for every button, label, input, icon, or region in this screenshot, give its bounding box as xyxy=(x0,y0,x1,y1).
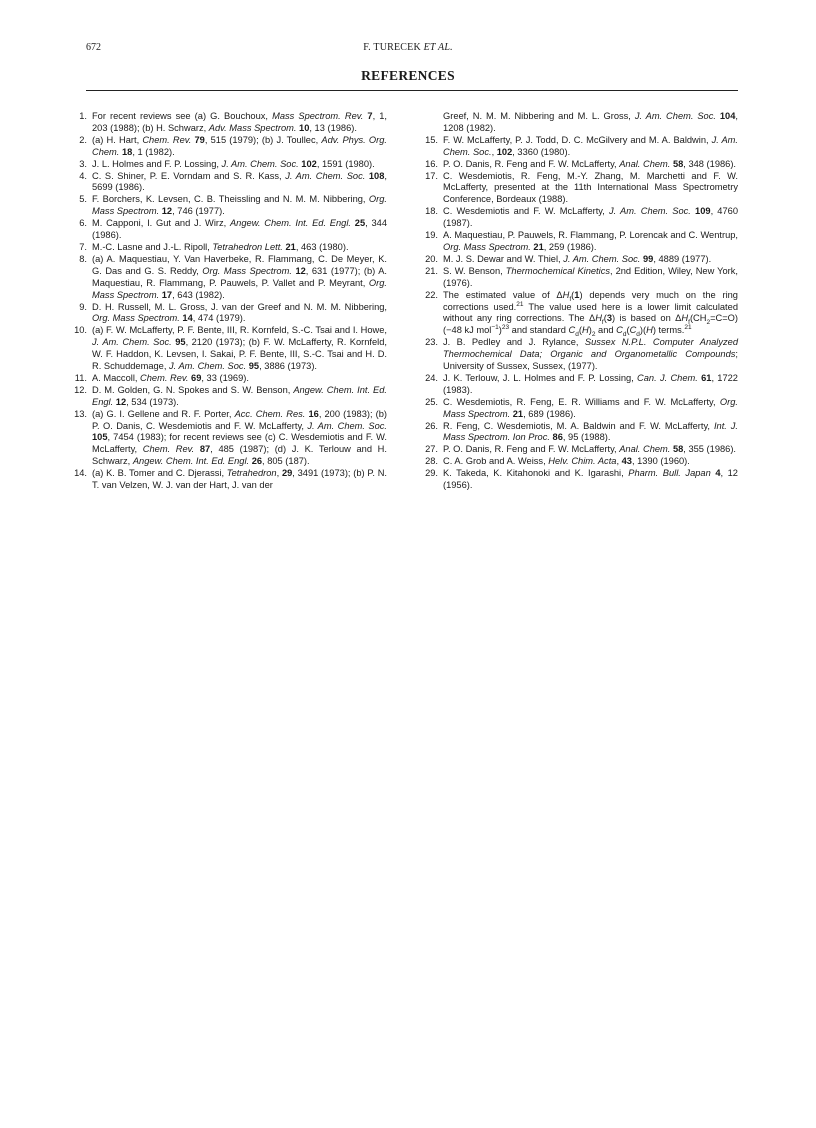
reference-text: J. K. Terlouw, J. L. Holmes and F. P. Lossing, Can. J. Chem. 61, 1722 (1983). xyxy=(443,372,738,395)
running-head xyxy=(0,42,816,53)
reference-number: 4. xyxy=(79,170,87,181)
reference-number: 8. xyxy=(79,253,87,264)
reference-item xyxy=(423,266,738,290)
reference-item xyxy=(423,373,738,397)
reference-item xyxy=(72,385,387,409)
reference-text: M. J. S. Dewar and W. Thiel, J. Am. Chem. Soc. 99, 4889 (1977). xyxy=(443,253,712,264)
reference-text: R. Feng, C. Wesdemiotis, M. A. Baldwin and F. W. McLafferty, Int. J. Mass Spectrom. Ion Proc. 86, 95 (1988). xyxy=(443,420,739,443)
reference-text: J. L. Holmes and F. P. Lossing, J. Am. Chem. Soc. 102, 1591 (1980). xyxy=(92,158,375,169)
reference-item xyxy=(72,254,387,302)
reference-number: 3. xyxy=(79,158,87,169)
reference-number: 5. xyxy=(79,194,87,205)
reference-item xyxy=(423,456,738,468)
reference-item xyxy=(72,135,387,159)
reference-item xyxy=(72,409,387,469)
reference-text: J. B. Pedley and J. Rylance, Sussex N.P.L. Computer Analyzed Thermochemical Data; Organic and Organometallic Compounds; University of Sussex, Sussex, (1977). xyxy=(443,337,738,372)
reference-number: 7. xyxy=(79,241,87,252)
reference-item xyxy=(423,397,738,421)
reference-item xyxy=(72,111,387,135)
reference-number: 2. xyxy=(79,134,87,145)
reference-item xyxy=(423,254,738,266)
reference-text: (a) F. W. McLafferty, P. F. Bente, III, R. Kornfeld, S.-C. Tsai and I. Howe, J. Am. Chem. Soc. 95, 2120 (1973); (b) F. W. McLafferty, R. Kornfeld, W. F. Haddon, K. Levsen, I. Sakai, P. F. Bente, III, S.-C. Tsai and H. D. R. Schuddemage, J. Am. Chem. Soc. 95, 3886 (1973). xyxy=(92,325,387,372)
reference-number: 14. xyxy=(74,468,87,479)
reference-number: 20. xyxy=(425,253,438,264)
reference-number: 11. xyxy=(74,372,87,383)
reference-number: 17. xyxy=(425,170,438,181)
running-head-authors: F. TURECEK xyxy=(363,42,421,53)
reference-item xyxy=(72,218,387,242)
reference-text: D. M. Golden, G. N. Spokes and S. W. Benson, Angew. Chem. Int. Ed. Engl. 12, 534 (1973). xyxy=(92,384,387,407)
reference-item xyxy=(72,302,387,326)
reference-number: 26. xyxy=(425,420,438,431)
reference-item xyxy=(423,111,738,135)
reference-text: C. Wesdemiotis, R. Feng, E. R. Williams and F. W. McLafferty, Org. Mass Spectrom. 21, 689 (1986). xyxy=(443,396,738,419)
reference-number: 25. xyxy=(425,396,438,407)
reference-number: 9. xyxy=(79,301,87,312)
section-title: REFERENCES xyxy=(361,68,455,83)
reference-number: 23. xyxy=(425,337,438,348)
reference-text: K. Takeda, K. Kitahonoki and K. Igarashi, Pharm. Bull. Japan 4, 12 (1956). xyxy=(443,468,738,491)
reference-text: The estimated value of $\Delta H_f(1)$ depends very much on the ring corrections used.$^{21}$ The value used here is a lower limit calculated without any ring corrections. The $\Delta H_f(3)$ is based on $\Delta H_f(CH_2=C=O)$ (−48 kJ mol$^{-1}$)$^{23}$ and standard $C_d(H)_2$ and $C_d(C_d)(H)$ terms.$^{21}$ xyxy=(443,289,738,339)
reference-text: Greef, N. M. M. Nibbering and M. L. Gross, J. Am. Chem. Soc. 104, 1208 (1982). xyxy=(443,111,738,133)
reference-item xyxy=(72,242,387,254)
reference-number: 28. xyxy=(425,456,438,467)
reference-item xyxy=(423,421,738,445)
reference-number: 13. xyxy=(74,408,87,419)
reference-number: 24. xyxy=(425,372,438,383)
reference-number: 19. xyxy=(425,230,438,241)
reference-number: 29. xyxy=(425,468,438,479)
reference-text: S. W. Benson, Thermochemical Kinetics, 2nd Edition, Wiley, New York, (1976). xyxy=(443,265,738,288)
reference-text: F. W. McLafferty, P. J. Todd, D. C. McGilvery and M. A. Baldwin, J. Am. Chem. Soc., 102, 3360 (1980). xyxy=(443,134,738,157)
references-column-right xyxy=(423,111,738,492)
reference-item xyxy=(423,468,738,492)
reference-number: 10. xyxy=(74,325,87,336)
reference-number: 18. xyxy=(425,206,438,217)
reference-item xyxy=(72,325,387,373)
reference-text: (a) H. Hart, Chem. Rev. 79, 515 (1979); (b) J. Toullec, Adv. Phys. Org. Chem. 18, 1 (1982). xyxy=(92,134,387,157)
reference-text: D. H. Russell, M. L. Gross, J. van der Greef and N. M. M. Nibbering, Org. Mass Spectrom. 14, 474 (1979). xyxy=(92,301,387,324)
reference-text: A. Maquestiau, P. Pauwels, R. Flammang, P. Lorencak and C. Wentrup, Org. Mass Spectrom. 21, 259 (1986). xyxy=(443,230,738,252)
reference-item xyxy=(72,373,387,385)
reference-text: M. Capponi, I. Gut and J. Wirz, Angew. Chem. Int. Ed. Engl. 25, 344 (1986). xyxy=(92,218,387,241)
reference-item xyxy=(423,337,738,373)
reference-item xyxy=(423,230,738,254)
reference-number: 15. xyxy=(425,134,438,145)
reference-number: 1. xyxy=(79,111,87,121)
reference-text: C. S. Shiner, P. E. Vorndam and S. R. Kass, J. Am. Chem. Soc. 108, 5699 (1986). xyxy=(92,170,387,193)
reference-text: C. A. Grob and A. Weiss, Helv. Chim. Acta, 43, 1390 (1960). xyxy=(443,456,690,467)
title-rule xyxy=(86,90,738,91)
reference-item xyxy=(72,159,387,171)
reference-text: P. O. Danis, R. Feng and F. W. McLafferty, Anal. Chem. 58, 348 (1986). xyxy=(443,158,737,169)
reference-item xyxy=(72,171,387,195)
reference-number: 21. xyxy=(425,265,438,276)
reference-text: C. Wesdemiotis, R. Feng, M.-Y. Zhang, M. Marchetti and F. W. McLafferty, presented at the 11th International Mass Spectrometry Conference, Bordeaux (1988). xyxy=(443,170,738,205)
reference-number: 6. xyxy=(79,218,87,229)
reference-item xyxy=(423,206,738,230)
reference-item xyxy=(423,135,738,159)
page-number: 672 xyxy=(86,42,101,53)
reference-item xyxy=(423,444,738,456)
reference-item xyxy=(423,290,738,338)
running-head-et-al: ET AL. xyxy=(423,42,453,53)
reference-number: 12. xyxy=(74,384,87,395)
reference-text: (a) G. I. Gellene and R. F. Porter, Acc. Chem. Res. 16, 200 (1983); (b) P. O. Danis, C. Wesdemiotis and F. W. McLafferty, J. Am. Chem. Soc. 105, 7454 (1983); for recent reviews see (c) C. Wesdemiotis and F. W. McLafferty, Chem. Rev. 87, 485 (1987); (d) J. K. Terlouw and H. Schwarz, Angew. Chem. Int. Ed. Engl. 26, 805 (187). xyxy=(92,408,388,467)
reference-number: 16. xyxy=(425,158,438,169)
reference-text: F. Borchers, K. Levsen, C. B. Theissling and N. M. M. Nibbering, Org. Mass Spectrom. 12, 746 (1977). xyxy=(92,194,387,217)
reference-number: 22. xyxy=(425,289,438,300)
reference-text: P. O. Danis, R. Feng and F. W. McLafferty, Anal. Chem. 58, 355 (1986). xyxy=(443,444,737,455)
reference-item xyxy=(72,468,387,492)
reference-text: C. Wesdemiotis and F. W. McLafferty, J. Am. Chem. Soc. 109, 4760 (1987). xyxy=(443,206,738,229)
references-column-left xyxy=(72,111,387,492)
reference-item xyxy=(72,194,387,218)
reference-number: 27. xyxy=(425,444,438,455)
reference-text: (a) K. B. Tomer and C. Djerassi, Tetrahedron, 29, 3491 (1973); (b) P. N. T. van Velzen, W. J. van der Hart, J. van der xyxy=(92,468,387,491)
reference-item xyxy=(423,159,738,171)
reference-item xyxy=(423,171,738,207)
reference-text: For recent reviews see (a) G. Bouchoux, Mass Spectrom. Rev. 7, 1, 203 (1988); (b) H. Schwarz, Adv. Mass Spectrom. 10, 13 (1986). xyxy=(92,111,387,133)
reference-text: A. Maccoll, Chem. Rev. 69, 33 (1969). xyxy=(92,372,249,383)
reference-text: (a) A. Maquestiau, Y. Van Haverbeke, R. Flammang, C. De Meyer, K. G. Das and G. S. Reddy, Org. Mass Spectrom. 12, 631 (1977); (b) A. Maquestiau, R. Flammang, P. Pauwels, P. Vallet and P. Meyrant, Org. Mass Spectrom. 17, 643 (1982). xyxy=(92,253,387,300)
reference-text: M.-C. Lasne and J.-L. Ripoll, Tetrahedron Lett. 21, 463 (1980). xyxy=(92,241,349,252)
